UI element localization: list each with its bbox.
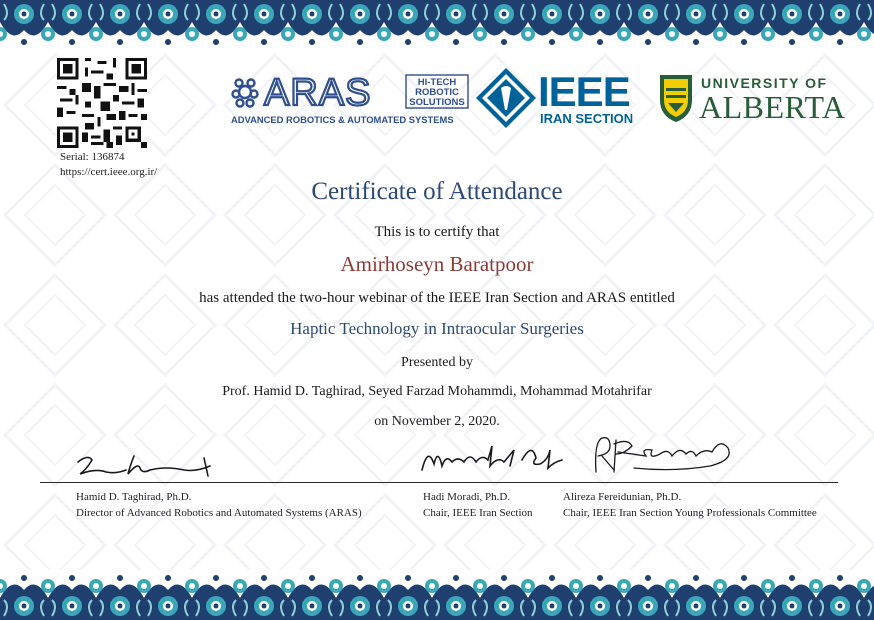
signatory-role: Director of Advanced Robotics and Automated Systems (ARAS) <box>76 507 362 519</box>
signatory-1 <box>76 489 362 521</box>
qr-code-icon <box>57 58 147 148</box>
aras-tagline-3: SOLUTIONS <box>409 97 465 108</box>
bottom-tile-border <box>0 570 874 620</box>
webinar-title: Haptic Technology in Intraocular Surgeries <box>290 319 584 338</box>
verification-url[interactable]: https://cert.ieee.org.ir/ <box>60 166 158 178</box>
date-line: on November 2, 2020. <box>374 414 500 429</box>
certificate-title: Certificate of Attendance <box>311 178 563 205</box>
aras-logo-icon <box>228 72 472 128</box>
signatory-2 <box>423 489 533 521</box>
aras-wordmark: ARAS <box>264 72 372 114</box>
attended-line: has attended the two-hour webinar of the IEEE Iran Section and ARAS entitled <box>199 290 675 306</box>
signatory-role: Chair, IEEE Iran Section Young Professionals Committee <box>563 507 817 519</box>
ieee-diamond-icon <box>474 66 652 128</box>
recipient-name: Amirhoseyn Baratpoor <box>340 252 534 276</box>
signature-line <box>40 482 838 483</box>
presented-by-label: Presented by <box>401 355 473 370</box>
signature-fereidunian <box>588 432 738 476</box>
ualberta-crest-icon <box>657 72 862 124</box>
ieee-subtitle: IRAN SECTION <box>540 111 634 126</box>
signatory-3 <box>563 489 817 521</box>
ualberta-line-1: UNIVERSITY OF <box>701 75 828 91</box>
signatory-role: Chair, IEEE Iran Section <box>423 507 533 519</box>
aras-tagline-1: HI-TECH <box>417 77 457 88</box>
aras-subtitle: ADVANCED ROBOTICS & AUTOMATED SYSTEMS <box>231 114 454 125</box>
signature-taghirad <box>76 448 226 480</box>
aras-tagline-2: ROBOTIC <box>415 87 459 98</box>
top-tile-border <box>0 0 874 56</box>
signatory-name: Hamid D. Taghirad, Ph.D. <box>76 491 192 503</box>
serial-block <box>60 150 157 180</box>
serial-number: Serial: 136874 <box>60 151 125 163</box>
signature-moradi <box>418 440 568 476</box>
signatory-name: Hadi Moradi, Ph.D. <box>423 491 511 503</box>
signatory-name: Alireza Fereidunian, Ph.D. <box>563 491 682 503</box>
presenters-list: Prof. Hamid D. Taghirad, Seyed Farzad Mohammdi, Mohammad Motahrifar <box>222 384 652 399</box>
ualberta-line-2: ALBERTA <box>699 89 846 124</box>
certify-line: This is to certify that <box>374 224 500 240</box>
ieee-wordmark: IEEE <box>538 68 630 115</box>
